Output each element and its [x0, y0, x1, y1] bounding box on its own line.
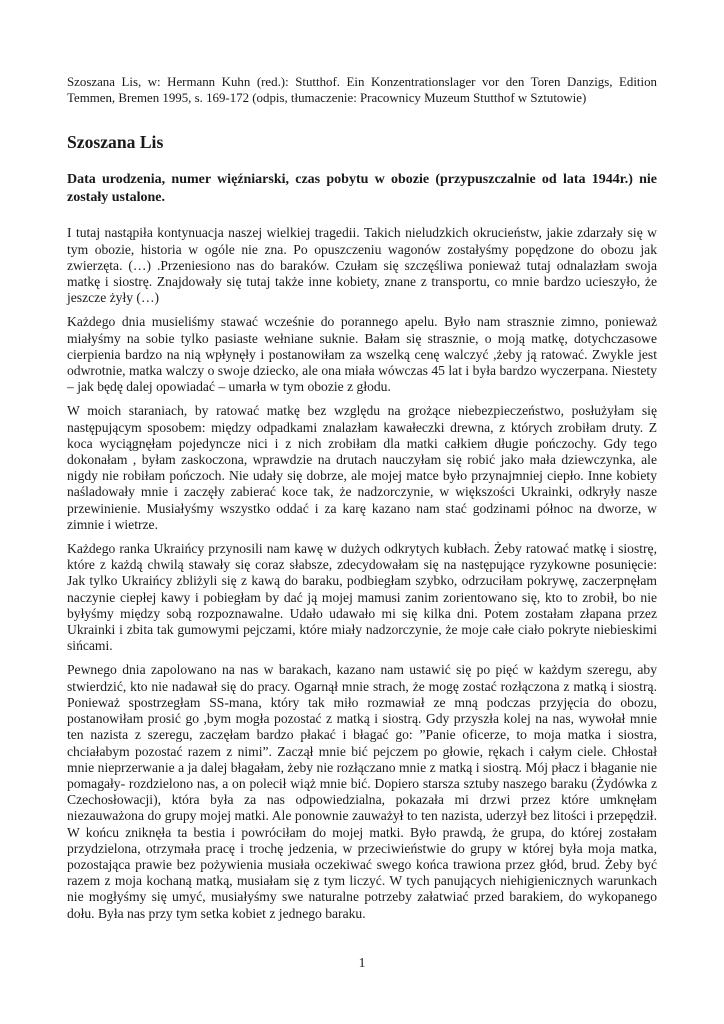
paragraph: W moich staraniach, by ratować matkę bez względu na grożące niebezpieczeństwo, posłużyłam się następującym sposobem: między odpadkami znalazłam kawałeczki drewna, z których zrobiłam druty. Z koca wyciągnęłam pojedyncze nici i z nich zrobiłam dla matki całkiem długie pończochy. Gdy tego dokonałam , byłam zaskoczona, wprawdzie na drutach nauczyłam się robić jako mała dziewczynka, ale nigdy nie robiłam pończoch. Nie udały się dobrze, ale mojej matce było przynajmniej ciepło. Inne kobiety naśladowały mnie i zaczęły zabierać koce tak, że nadzorczynie, w większości Ukrainki, odkryły nasze przewinienie. Musiałyśmy wszystko oddać i za karę kazano nam stać godzinami północ na dworze, w zimnie i wietrze. [67, 403, 657, 532]
paragraph: Każdego dnia musieliśmy stawać wcześnie do porannego apelu. Było nam strasznie zimno, ponieważ miałyśmy na sobie tylko pasiaste wełniane suknie. Bałam się strasznie, o moją matkę, dotychczasowe cierpienia bardzo na nią wpłynęły i postanowiłam za wszelką cenę walczyć ,żeby ją ratować. Zwykle jest odwrotnie, matka walczy o swoje dziecko, ale ona miała wówczas 45 lat i była bardzo wyczerpana. Niestety – jak będę dalej opowiadać – umarła w tym obozie z głodu. [67, 314, 657, 395]
paragraph: I tutaj nastąpiła kontynuacja naszej wielkiej tragedii. Takich nieludzkich okrucieństw, jakie zdarzały się w tym obozie, historia w ogóle nie zna. Po opuszczeniu wagonów zostałyśmy popędzone do obozu jak zwierzęta. (…) .Przeniesiono nas do baraków. Czułam się szczęśliwa ponieważ tutaj odnalazłam swoja matkę i siostrę. Znajdowały się tutaj także inne kobiety, znane z transportu, co mnie bardzo ucieszyło, że jeszcze żyły (…) [67, 225, 657, 306]
page-content [67, 74, 657, 930]
citation: Szoszana Lis, w: Hermann Kuhn (red.): Stutthof. Ein Konzentrationslager vor den Toren Danzigs, Edition Temmen, Bremen 1995, s. 169-172 (odpis, tłumaczenie: Pracownicy Muzeum Stutthof w Sztutowie) [67, 75, 657, 106]
paragraph: Pewnego dnia zapolowano na nas w barakach, kazano nam ustawić się po pięć w każdym szeregu, aby stwierdzić, kto nie nadawał się do pracy. Ogarnął mnie strach, że mogę zostać rozłączona z matką i siostrą. Ponieważ spostrzegłam SS-mana, który tak miło rozmawiał ze mną podczas przyjęcia do obozu, postanowiłam prosić go ,bym mogła pozostać z matką i siostrą. Gdy przyszła kolej na nas, wywołał mnie ten nazista z szeregu, zaczęłam bardzo płakać i błagać go: ”Panie oficerze, to moja matka i siostra, chciałabym pozostać razem z nimi”. Zaczął mnie bić pejczem po głowie, rękach i całym ciele. Chłostał mnie nieprzerwanie a ja dalej błagałam, żeby nie rozłączano mnie z matką i siostrą. Mój płacz i błaganie nie pomagały- rozdzielono nas, a on polecił wiąż mnie bić. Dopiero starsza sztuby naszego baraku (Żydówka z Czechosłowacji), która była za nas odpowiedzialna, pokazała mi drzwi przez które umknęłam niezauważona do grupy mojej matki. Ale ponownie zauważył to ten nazista, uderzył bez litości i przepędził. W końcu zniknęła ta bestia i powróciłam do mojej matki. Było prawdą, że grupa, do której zostałam przydzielona, otrzymała pracę i trochę jedzenia, w przeciwieństwie do grupy w której była moja matka, pozostająca prawie bez pożywienia musiała oczekiwać swego końca trawiona przez głód, brud. Żeby być razem z moja kochaną matką, musiałam się z tym liczyć. W tych panujących niehigienicznych warunkach nie mogłyśmy się umyć, musiałyśmy swe naturalne potrzeby załatwiać przed barakiem, do wykopanego dołu. Była nas przy tym setka kobiet z jednego baraku. [67, 662, 657, 921]
paragraph: Każdego ranka Ukraińcy przynosili nam kawę w dużych odkrytych kubłach. Żeby ratować matkę i siostrę, które z każdą chwilą stawały się coraz słabsze, zdecydowałam się na następujące ryzykowne posunięcie: Jak tylko Ukraińcy zbliżyli się z kawą do baraku, podbiegłam szybko, odrzuciłam pokrywę, zaczerpnęłam naczynie ciepłej kawy i pobiegłam by dać ją mojej mamusi zanim zorientowano się, kto to zrobił, bo nie byłyśmy między sobą rozpoznawalne. Udało udawało mi się kilka dni. Potem zostałam złapana przez Ukrainki i zbita tak gumowymi pejczami, które miały nadzorczynie, że moje całe ciało pokryte niebieskimi sińcami. [67, 541, 657, 654]
document-title: Szoszana Lis [67, 132, 164, 153]
page-number: 1 [358, 955, 366, 970]
document-body [67, 225, 657, 921]
document-subtitle: Data urodzenia, numer więźniarski, czas pobytu w obozie (przypuszczalnie od lata 1944r.) nie zostały ustalone. [67, 172, 657, 206]
